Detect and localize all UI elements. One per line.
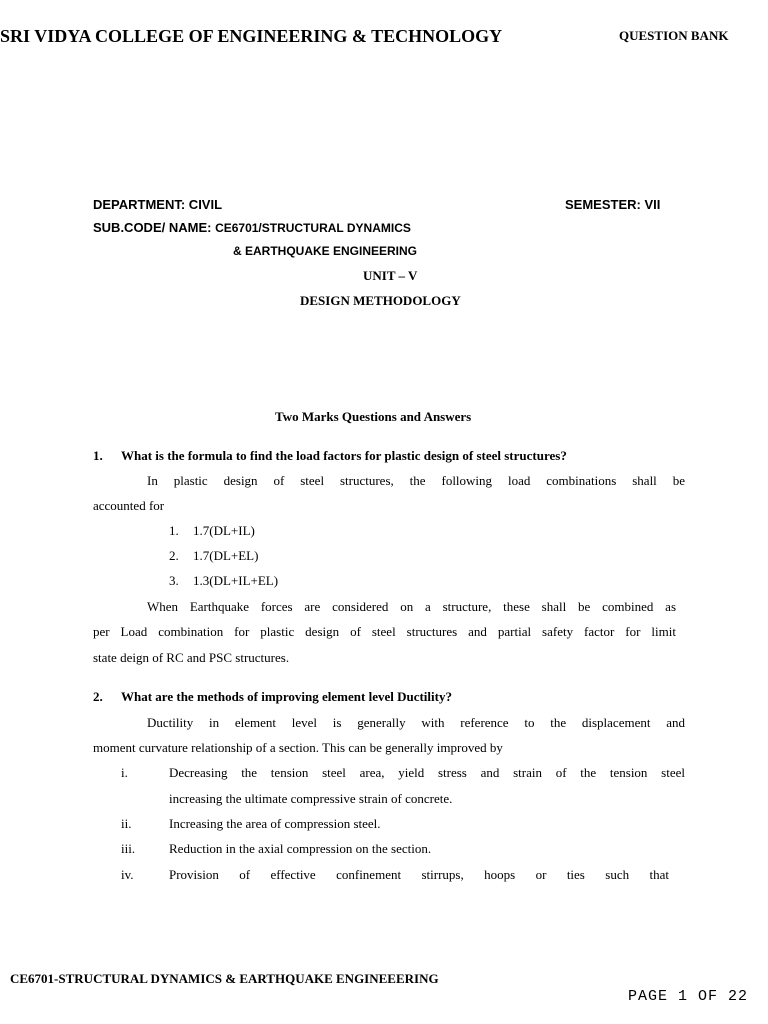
semester: SEMESTER: VII xyxy=(565,197,661,212)
subject-code-name xyxy=(93,220,411,235)
subject-name-continuation: & EARTHQUAKE ENGINEERING xyxy=(233,244,418,258)
list-item xyxy=(169,573,278,589)
answer-line: accounted for xyxy=(93,498,165,513)
list-item-number: iii. xyxy=(121,841,136,856)
list-item-text: Reduction in the axial compression on the section. xyxy=(169,841,432,856)
question-number: 1. xyxy=(93,448,103,463)
subject-code-prefix: SUB.CODE/ NAME: xyxy=(93,220,216,235)
question-2 xyxy=(93,689,452,705)
section-title: Two Marks Questions and Answers xyxy=(275,409,472,424)
answer-line: In plastic design of steel structures, the following load combinations shall be xyxy=(147,473,685,488)
list-item-number: 3. xyxy=(169,573,179,588)
list-item-text: increasing the ultimate compressive strain of concrete. xyxy=(169,791,453,806)
topic-heading: DESIGN METHODOLOGY xyxy=(300,293,461,308)
list-item-number: ii. xyxy=(121,816,132,831)
page-number: PAGE 1 OF 22 xyxy=(628,988,749,1005)
list-item-text: 1.7(DL+EL) xyxy=(193,548,259,563)
list-item-number: iv. xyxy=(121,867,134,882)
answer-line: When Earthquake forces are considered on a structure, these shall be combined as xyxy=(147,599,676,614)
list-item-text: 1.3(DL+IL+EL) xyxy=(193,573,279,588)
list-item-text: Provision of effective confinement stirrups, hoops or ties such that xyxy=(169,867,669,882)
document-type: QUESTION BANK xyxy=(619,28,729,43)
question-text: What are the methods of improving element level Ductility? xyxy=(121,689,452,704)
department: DEPARTMENT: CIVIL xyxy=(93,197,223,212)
list-item xyxy=(169,548,258,564)
question-text: What is the formula to find the load factors for plastic design of steel structures? xyxy=(121,448,567,463)
list-item-number: i. xyxy=(121,765,128,780)
footer-subject: CE6701-STRUCTURAL DYNAMICS & EARTHQUAKE ENGINEEERING xyxy=(10,971,439,986)
list-item-text: 1.7(DL+IL) xyxy=(193,523,255,538)
answer-line: Ductility in element level is generally with reference to the displacement and xyxy=(147,715,685,730)
list-item xyxy=(169,523,255,539)
question-1 xyxy=(93,448,567,464)
list-item-number: 1. xyxy=(169,523,179,538)
unit-heading: UNIT – V xyxy=(363,268,418,283)
answer-line: per Load combination for plastic design of steel structures and partial safety factor for limit xyxy=(93,624,676,639)
list-item-text: Increasing the area of compression steel. xyxy=(169,816,381,831)
subject-code-value: CE6701/STRUCTURAL DYNAMICS xyxy=(215,221,411,235)
list-item-text: Decreasing the tension steel area, yield stress and strain of the tension steel xyxy=(169,765,685,780)
college-name: SRI VIDYA COLLEGE OF ENGINEERING & TECHNOLOGY xyxy=(0,26,503,46)
question-number: 2. xyxy=(93,689,103,704)
list-item-number: 2. xyxy=(169,548,179,563)
answer-line: state deign of RC and PSC structures. xyxy=(93,650,290,665)
answer-line: moment curvature relationship of a section. This can be generally improved by xyxy=(93,740,503,755)
